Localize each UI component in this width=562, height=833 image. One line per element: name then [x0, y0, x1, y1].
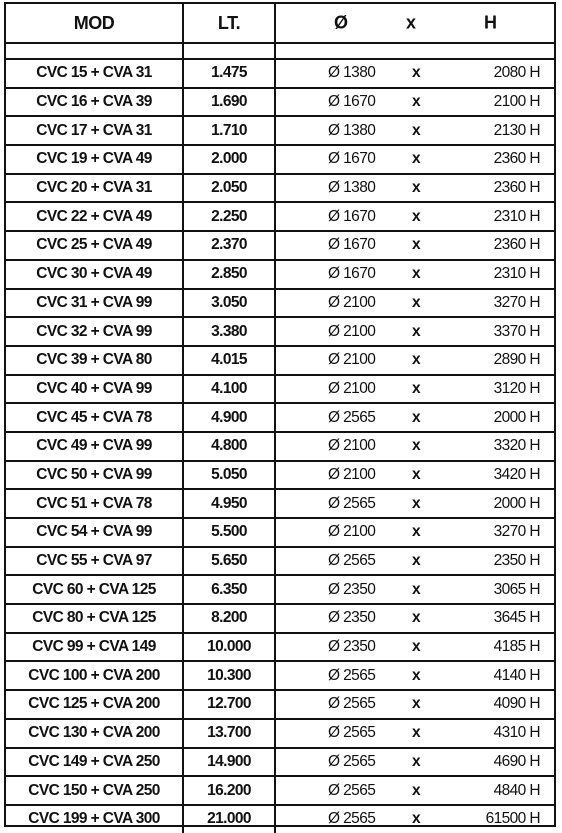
liters-cell: 2.000: [183, 145, 275, 174]
diameter-value: Ø 1380: [328, 121, 376, 139]
table-row: [6, 289, 554, 318]
dimensions-cell: [275, 489, 554, 518]
dimensions-group: [276, 290, 554, 317]
height-value: 2080 H: [493, 64, 540, 82]
header-row: [6, 4, 554, 43]
table-row: [6, 776, 554, 805]
height-value: 3270 H: [493, 523, 540, 541]
diameter-value: Ø 2100: [328, 293, 376, 311]
model-cell: CVC 50 + CVA 99: [6, 461, 183, 490]
dimensions-cell: [275, 633, 554, 662]
times-sign: x: [412, 465, 421, 483]
times-sign: x: [412, 695, 421, 713]
height-value: 4185 H: [493, 638, 540, 656]
diameter-value: Ø 2565: [328, 810, 376, 828]
times-sign: x: [412, 408, 421, 426]
dimensions-group: [276, 175, 554, 202]
model-cell: CVC 25 + CVA 49: [6, 231, 183, 260]
height-value: 2310 H: [493, 265, 540, 283]
height-value: 61500 H: [485, 810, 540, 828]
liters-cell: 4.800: [183, 432, 275, 461]
liters-cell: 4.100: [183, 375, 275, 404]
dimensions-group: [276, 347, 554, 374]
height-value: 2100 H: [493, 93, 540, 111]
dimensions-group: [276, 376, 554, 403]
table-row: [6, 346, 554, 375]
model-cell: CVC 80 + CVA 125: [6, 604, 183, 633]
liters-cell: 5.650: [183, 547, 275, 576]
model-cell: CVC 130 + CVA 200: [6, 719, 183, 748]
table-row: [6, 88, 554, 117]
diameter-value: Ø 2100: [328, 523, 376, 541]
spacer-cell: [6, 43, 183, 59]
table-row: [6, 719, 554, 748]
model-cell: CVC 199 + CVA 300: [6, 805, 183, 833]
dimensions-cell: [275, 116, 554, 145]
dimensions-group: [276, 490, 554, 517]
liters-cell: 3.050: [183, 289, 275, 318]
height-value: 2360 H: [493, 179, 540, 197]
table-row: [6, 661, 554, 690]
dimensions-cell: [275, 59, 554, 88]
height-value: 3120 H: [493, 379, 540, 397]
height-value: 3065 H: [493, 580, 540, 598]
model-cell: CVC 55 + CVA 97: [6, 547, 183, 576]
dimensions-group: [276, 462, 554, 489]
dimensions-group: [276, 662, 554, 689]
table-row: [6, 116, 554, 145]
diameter-value: Ø 2350: [328, 580, 376, 598]
table-row: [6, 547, 554, 576]
dimensions-group: [276, 634, 554, 661]
height-value: 4090 H: [493, 695, 540, 713]
table-row: [6, 174, 554, 203]
height-value: 4840 H: [493, 781, 540, 799]
dimensions-cell: [275, 231, 554, 260]
diameter-value: Ø 1670: [328, 93, 376, 111]
model-cell: CVC 54 + CVA 99: [6, 518, 183, 547]
diameter-value: Ø 2350: [328, 638, 376, 656]
diameter-value: Ø 1670: [328, 150, 376, 168]
model-cell: CVC 31 + CVA 99: [6, 289, 183, 318]
dimensions-group: [276, 146, 554, 173]
height-value: 2360 H: [493, 150, 540, 168]
diameter-value: Ø 2100: [328, 465, 376, 483]
diameter-value: Ø 1670: [328, 236, 376, 254]
dimensions-cell: [275, 403, 554, 432]
liters-cell: 13.700: [183, 719, 275, 748]
model-cell: CVC 17 + CVA 31: [6, 116, 183, 145]
header-h: H: [484, 12, 497, 33]
table-row: [6, 59, 554, 88]
diameter-value: Ø 2350: [328, 609, 376, 627]
model-cell: CVC 16 + CVA 39: [6, 88, 183, 117]
dimensions-header-group: [276, 4, 554, 42]
liters-cell: 8.200: [183, 604, 275, 633]
diameter-value: Ø 1670: [328, 265, 376, 283]
dimensions-group: [276, 203, 554, 230]
model-cell: CVC 15 + CVA 31: [6, 59, 183, 88]
dimensions-group: [276, 806, 554, 833]
spacer-cell: [275, 43, 554, 59]
height-value: 2000 H: [493, 494, 540, 512]
dimensions-group: [276, 519, 554, 546]
model-cell: CVC 20 + CVA 31: [6, 174, 183, 203]
table-row: [6, 489, 554, 518]
times-sign: x: [412, 638, 421, 656]
diameter-value: Ø 1380: [328, 179, 376, 197]
dimensions-cell: [275, 719, 554, 748]
model-cell: CVC 22 + CVA 49: [6, 202, 183, 231]
table-row: [6, 518, 554, 547]
model-cell: CVC 125 + CVA 200: [6, 690, 183, 719]
liters-cell: 10.000: [183, 633, 275, 662]
height-value: 3645 H: [493, 609, 540, 627]
dimensions-group: [276, 261, 554, 288]
model-cell: CVC 51 + CVA 78: [6, 489, 183, 518]
dimensions-group: [276, 576, 554, 603]
times-sign: x: [412, 150, 421, 168]
times-sign: x: [412, 666, 421, 684]
table-row: [6, 375, 554, 404]
height-value: 3320 H: [493, 437, 540, 455]
liters-cell: 2.250: [183, 202, 275, 231]
times-sign: x: [412, 609, 421, 627]
table-row: [6, 690, 554, 719]
liters-cell: 4.900: [183, 403, 275, 432]
height-value: 4140 H: [493, 666, 540, 684]
header-x: x: [406, 12, 416, 33]
diameter-value: Ø 2565: [328, 552, 376, 570]
table-row: [6, 461, 554, 490]
diameter-value: Ø 2100: [328, 351, 376, 369]
times-sign: x: [412, 179, 421, 197]
header-mod: MOD: [6, 4, 183, 43]
header-dimensions: [275, 4, 554, 43]
times-sign: x: [412, 494, 421, 512]
dimensions-cell: [275, 432, 554, 461]
diameter-value: Ø 2565: [328, 695, 376, 713]
dimensions-cell: [275, 202, 554, 231]
model-cell: CVC 149 + CVA 250: [6, 748, 183, 777]
spacer-row: [6, 43, 554, 59]
model-cell: CVC 45 + CVA 78: [6, 403, 183, 432]
height-value: 2130 H: [493, 121, 540, 139]
dimensions-cell: [275, 690, 554, 719]
diameter-value: Ø 2100: [328, 437, 376, 455]
dimensions-cell: [275, 661, 554, 690]
dimensions-cell: [275, 776, 554, 805]
dimensions-cell: [275, 748, 554, 777]
dimensions-group: [276, 404, 554, 431]
dimensions-cell: [275, 547, 554, 576]
liters-cell: 4.950: [183, 489, 275, 518]
header-lt: LT.: [183, 4, 275, 43]
table-row: [6, 317, 554, 346]
liters-cell: 1.475: [183, 59, 275, 88]
dimensions-group: [276, 605, 554, 632]
times-sign: x: [412, 236, 421, 254]
height-value: 2890 H: [493, 351, 540, 369]
liters-cell: 2.370: [183, 231, 275, 260]
model-cell: CVC 60 + CVA 125: [6, 575, 183, 604]
table-row: [6, 805, 554, 833]
times-sign: x: [412, 379, 421, 397]
dimensions-cell: [275, 805, 554, 833]
times-sign: x: [412, 810, 421, 828]
diameter-value: Ø 1670: [328, 207, 376, 225]
height-value: 2350 H: [493, 552, 540, 570]
times-sign: x: [412, 724, 421, 742]
dimensions-cell: [275, 575, 554, 604]
dimensions-group: [276, 691, 554, 718]
diameter-value: Ø 2565: [328, 666, 376, 684]
dimensions-cell: [275, 289, 554, 318]
dimensions-cell: [275, 174, 554, 203]
dimensions-group: [276, 777, 554, 804]
dimensions-cell: [275, 145, 554, 174]
table-row: [6, 145, 554, 174]
diameter-value: Ø 2565: [328, 781, 376, 799]
height-value: 2000 H: [493, 408, 540, 426]
height-value: 3420 H: [493, 465, 540, 483]
height-value: 3370 H: [493, 322, 540, 340]
table-row: [6, 604, 554, 633]
liters-cell: 21.000: [183, 805, 275, 833]
times-sign: x: [412, 293, 421, 311]
dimensions-cell: [275, 518, 554, 547]
dimensions-group: [276, 117, 554, 144]
table-body: [6, 43, 554, 833]
diameter-value: Ø 1380: [328, 64, 376, 82]
dimensions-group: [276, 720, 554, 747]
dimensions-cell: [275, 346, 554, 375]
dimensions-group: [276, 89, 554, 116]
liters-cell: 3.380: [183, 317, 275, 346]
height-value: 4310 H: [493, 724, 540, 742]
dimensions-cell: [275, 604, 554, 633]
model-cell: CVC 32 + CVA 99: [6, 317, 183, 346]
liters-cell: 1.710: [183, 116, 275, 145]
times-sign: x: [412, 351, 421, 369]
table-row: [6, 633, 554, 662]
height-value: 2360 H: [493, 236, 540, 254]
table-row: [6, 403, 554, 432]
liters-cell: 16.200: [183, 776, 275, 805]
height-value: 4690 H: [493, 752, 540, 770]
dimensions-cell: [275, 260, 554, 289]
dimensions-group: [276, 548, 554, 575]
liters-cell: 2.850: [183, 260, 275, 289]
diameter-value: Ø 2100: [328, 322, 376, 340]
height-value: 3270 H: [493, 293, 540, 311]
model-cell: CVC 49 + CVA 99: [6, 432, 183, 461]
times-sign: x: [412, 580, 421, 598]
times-sign: x: [412, 322, 421, 340]
diameter-value: Ø 2100: [328, 379, 376, 397]
times-sign: x: [412, 437, 421, 455]
liters-cell: 1.690: [183, 88, 275, 117]
times-sign: x: [412, 752, 421, 770]
diameter-value: Ø 2565: [328, 724, 376, 742]
times-sign: x: [412, 523, 421, 541]
dimensions-group: [276, 749, 554, 776]
dimensions-group: [276, 318, 554, 345]
model-cell: CVC 19 + CVA 49: [6, 145, 183, 174]
dimensions-cell: [275, 317, 554, 346]
table-row: [6, 260, 554, 289]
liters-cell: 2.050: [183, 174, 275, 203]
height-value: 2310 H: [493, 207, 540, 225]
liters-cell: 4.015: [183, 346, 275, 375]
dimensions-cell: [275, 461, 554, 490]
dimensions-group: [276, 60, 554, 87]
times-sign: x: [412, 781, 421, 799]
table-row: [6, 575, 554, 604]
liters-cell: 5.050: [183, 461, 275, 490]
dimensions-group: [276, 232, 554, 259]
times-sign: x: [412, 121, 421, 139]
liters-cell: 6.350: [183, 575, 275, 604]
times-sign: x: [412, 552, 421, 570]
liters-cell: 10.300: [183, 661, 275, 690]
model-cell: CVC 100 + CVA 200: [6, 661, 183, 690]
model-cell: CVC 99 + CVA 149: [6, 633, 183, 662]
dimensions-group: [276, 433, 554, 460]
dimensions-cell: [275, 375, 554, 404]
model-cell: CVC 39 + CVA 80: [6, 346, 183, 375]
times-sign: x: [412, 265, 421, 283]
model-dimensions-table: [6, 4, 554, 833]
liters-cell: 5.500: [183, 518, 275, 547]
model-cell: CVC 30 + CVA 49: [6, 260, 183, 289]
header-diameter: Ø: [334, 12, 348, 33]
liters-cell: 14.900: [183, 748, 275, 777]
model-table-frame: [4, 2, 556, 827]
table-row: [6, 231, 554, 260]
diameter-value: Ø 2565: [328, 494, 376, 512]
table-row: [6, 202, 554, 231]
times-sign: x: [412, 93, 421, 111]
diameter-value: Ø 2565: [328, 408, 376, 426]
table-header: [6, 4, 554, 43]
table-row: [6, 432, 554, 461]
table-row: [6, 748, 554, 777]
liters-cell: 12.700: [183, 690, 275, 719]
spacer-cell: [183, 43, 275, 59]
model-cell: CVC 150 + CVA 250: [6, 776, 183, 805]
dimensions-cell: [275, 88, 554, 117]
times-sign: x: [412, 64, 421, 82]
times-sign: x: [412, 207, 421, 225]
model-cell: CVC 40 + CVA 99: [6, 375, 183, 404]
diameter-value: Ø 2565: [328, 752, 376, 770]
